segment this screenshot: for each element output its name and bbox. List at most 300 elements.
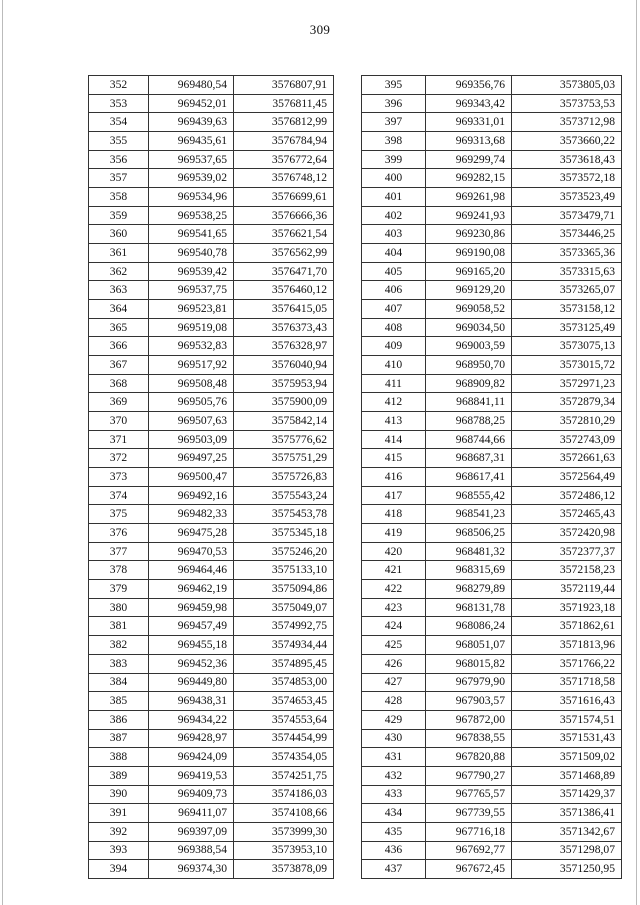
table-row	[362, 580, 622, 599]
point-number-cell: 417	[362, 486, 426, 505]
table-row	[362, 300, 622, 319]
point-number-cell: 374	[89, 486, 149, 505]
table-row	[362, 225, 622, 244]
y-coordinate-cell: 3575842,14	[234, 412, 334, 431]
table-row	[362, 505, 622, 524]
y-coordinate-cell: 3574553,64	[234, 710, 334, 729]
x-coordinate-cell: 969538,25	[149, 206, 234, 225]
point-number-cell: 369	[89, 393, 149, 412]
y-coordinate-cell: 3575543,24	[234, 486, 334, 505]
point-number-cell: 427	[362, 673, 426, 692]
x-coordinate-cell: 968950,70	[426, 356, 512, 375]
x-coordinate-cell: 969313,68	[426, 132, 512, 151]
point-number-cell: 434	[362, 804, 426, 823]
table-row	[89, 654, 334, 673]
y-coordinate-cell: 3571718,58	[512, 673, 622, 692]
y-coordinate-cell: 3571429,37	[512, 785, 622, 804]
table-row	[362, 188, 622, 207]
y-coordinate-cell: 3574454,99	[234, 729, 334, 748]
point-number-cell: 352	[89, 76, 149, 95]
x-coordinate-cell: 969475,28	[149, 524, 234, 543]
point-number-cell: 388	[89, 748, 149, 767]
point-number-cell: 366	[89, 337, 149, 356]
table-row	[362, 356, 622, 375]
table-row	[362, 841, 622, 860]
table-row	[362, 710, 622, 729]
point-number-cell: 381	[89, 617, 149, 636]
x-coordinate-cell: 968788,25	[426, 412, 512, 431]
x-coordinate-cell: 969003,59	[426, 337, 512, 356]
point-number-cell: 393	[89, 841, 149, 860]
table-row	[89, 76, 334, 95]
point-number-cell: 365	[89, 318, 149, 337]
table-row	[89, 673, 334, 692]
table-row	[362, 262, 622, 281]
table-row	[89, 561, 334, 580]
y-coordinate-cell: 3572158,23	[512, 561, 622, 580]
y-coordinate-cell: 3575094,86	[234, 580, 334, 599]
x-coordinate-cell: 969540,78	[149, 244, 234, 263]
table-row	[362, 132, 622, 151]
point-number-cell: 364	[89, 300, 149, 319]
y-coordinate-cell: 3575345,18	[234, 524, 334, 543]
x-coordinate-cell: 969129,20	[426, 281, 512, 300]
point-number-cell: 375	[89, 505, 149, 524]
table-row	[89, 617, 334, 636]
point-number-cell: 406	[362, 281, 426, 300]
table-row	[89, 225, 334, 244]
table-row	[362, 430, 622, 449]
y-coordinate-cell: 3572564,49	[512, 468, 622, 487]
x-coordinate-cell: 969424,09	[149, 748, 234, 767]
y-coordinate-cell: 3574934,44	[234, 636, 334, 655]
y-coordinate-cell: 3576812,99	[234, 113, 334, 132]
x-coordinate-cell: 969190,08	[426, 244, 512, 263]
x-coordinate-cell: 967765,57	[426, 785, 512, 804]
y-coordinate-cell: 3571298,07	[512, 841, 622, 860]
point-number-cell: 361	[89, 244, 149, 263]
y-coordinate-cell: 3573712,98	[512, 113, 622, 132]
x-coordinate-cell: 969343,42	[426, 94, 512, 113]
x-coordinate-cell: 968617,41	[426, 468, 512, 487]
point-number-cell: 394	[89, 860, 149, 879]
x-coordinate-cell: 968481,32	[426, 542, 512, 561]
y-coordinate-cell: 3574653,45	[234, 692, 334, 711]
point-number-cell: 395	[362, 76, 426, 95]
point-number-cell: 382	[89, 636, 149, 655]
x-coordinate-cell: 969449,80	[149, 673, 234, 692]
table-row	[89, 300, 334, 319]
table-row	[362, 748, 622, 767]
point-number-cell: 399	[362, 150, 426, 169]
table-row	[362, 486, 622, 505]
y-coordinate-cell: 3573572,18	[512, 169, 622, 188]
x-coordinate-cell: 969397,09	[149, 822, 234, 841]
y-coordinate-cell: 3571574,51	[512, 710, 622, 729]
point-number-cell: 404	[362, 244, 426, 263]
point-number-cell: 379	[89, 580, 149, 599]
x-coordinate-cell: 969503,09	[149, 430, 234, 449]
point-number-cell: 385	[89, 692, 149, 711]
y-coordinate-cell: 3576562,99	[234, 244, 334, 263]
y-coordinate-cell: 3574186,03	[234, 785, 334, 804]
y-coordinate-cell: 3573075,13	[512, 337, 622, 356]
point-number-cell: 373	[89, 468, 149, 487]
x-coordinate-cell: 969299,74	[426, 150, 512, 169]
y-coordinate-cell: 3575049,07	[234, 598, 334, 617]
point-number-cell: 436	[362, 841, 426, 860]
table-row	[89, 804, 334, 823]
point-number-cell: 354	[89, 113, 149, 132]
y-coordinate-cell: 3571509,02	[512, 748, 622, 767]
point-number-cell: 412	[362, 393, 426, 412]
y-coordinate-cell: 3576699,61	[234, 188, 334, 207]
table-row	[362, 673, 622, 692]
y-coordinate-cell: 3574992,75	[234, 617, 334, 636]
table-row	[89, 206, 334, 225]
coordinates-table-right	[361, 75, 622, 879]
table-row	[362, 561, 622, 580]
x-coordinate-cell: 969480,54	[149, 76, 234, 95]
table-row	[362, 654, 622, 673]
y-coordinate-cell: 3574108,66	[234, 804, 334, 823]
y-coordinate-cell: 3571862,61	[512, 617, 622, 636]
y-coordinate-cell: 3576415,05	[234, 300, 334, 319]
table-row	[362, 729, 622, 748]
point-number-cell: 371	[89, 430, 149, 449]
point-number-cell: 372	[89, 449, 149, 468]
table-row	[89, 356, 334, 375]
y-coordinate-cell: 3572465,43	[512, 505, 622, 524]
point-number-cell: 416	[362, 468, 426, 487]
x-coordinate-cell: 968909,82	[426, 374, 512, 393]
table-row	[89, 393, 334, 412]
point-number-cell: 411	[362, 374, 426, 393]
y-coordinate-cell: 3574853,00	[234, 673, 334, 692]
point-number-cell: 402	[362, 206, 426, 225]
point-number-cell: 384	[89, 673, 149, 692]
y-coordinate-cell: 3576040,94	[234, 356, 334, 375]
y-coordinate-cell: 3576772,64	[234, 150, 334, 169]
table-row	[362, 169, 622, 188]
table-row	[362, 113, 622, 132]
point-number-cell: 383	[89, 654, 149, 673]
x-coordinate-cell: 969507,63	[149, 412, 234, 431]
table-row	[89, 188, 334, 207]
x-coordinate-cell: 969492,16	[149, 486, 234, 505]
point-number-cell: 420	[362, 542, 426, 561]
point-number-cell: 396	[362, 94, 426, 113]
table-row	[89, 729, 334, 748]
y-coordinate-cell: 3573315,63	[512, 262, 622, 281]
table-row	[89, 244, 334, 263]
table-row	[362, 94, 622, 113]
point-number-cell: 391	[89, 804, 149, 823]
page-number: 309	[309, 22, 331, 37]
point-number-cell: 407	[362, 300, 426, 319]
x-coordinate-cell: 967903,57	[426, 692, 512, 711]
x-coordinate-cell: 967838,55	[426, 729, 512, 748]
point-number-cell: 389	[89, 766, 149, 785]
y-coordinate-cell: 3572971,23	[512, 374, 622, 393]
table-row	[89, 412, 334, 431]
x-coordinate-cell: 969541,65	[149, 225, 234, 244]
table-row	[362, 393, 622, 412]
y-coordinate-cell: 3576784,94	[234, 132, 334, 151]
table-row	[89, 337, 334, 356]
point-number-cell: 425	[362, 636, 426, 655]
x-coordinate-cell: 968541,23	[426, 505, 512, 524]
point-number-cell: 437	[362, 860, 426, 879]
y-coordinate-cell: 3573158,12	[512, 300, 622, 319]
y-coordinate-cell: 3573618,43	[512, 150, 622, 169]
table-row	[89, 860, 334, 879]
x-coordinate-cell: 968015,82	[426, 654, 512, 673]
point-number-cell: 400	[362, 169, 426, 188]
x-coordinate-cell: 969482,33	[149, 505, 234, 524]
point-number-cell: 377	[89, 542, 149, 561]
x-coordinate-cell: 969434,22	[149, 710, 234, 729]
y-coordinate-cell: 3572879,34	[512, 393, 622, 412]
table-row	[362, 598, 622, 617]
right-scan-edge	[636, 0, 637, 905]
table-row	[89, 150, 334, 169]
y-coordinate-cell: 3572377,37	[512, 542, 622, 561]
x-coordinate-cell: 969537,65	[149, 150, 234, 169]
point-number-cell: 419	[362, 524, 426, 543]
table-row	[89, 169, 334, 188]
y-coordinate-cell: 3575726,83	[234, 468, 334, 487]
y-coordinate-cell: 3573999,30	[234, 822, 334, 841]
table-row	[89, 505, 334, 524]
point-number-cell: 429	[362, 710, 426, 729]
table-row	[89, 430, 334, 449]
x-coordinate-cell: 969282,15	[426, 169, 512, 188]
x-coordinate-cell: 969428,97	[149, 729, 234, 748]
x-coordinate-cell: 967790,27	[426, 766, 512, 785]
point-number-cell: 428	[362, 692, 426, 711]
table-row	[89, 766, 334, 785]
x-coordinate-cell: 969034,50	[426, 318, 512, 337]
table-row	[89, 822, 334, 841]
x-coordinate-cell: 968506,25	[426, 524, 512, 543]
x-coordinate-cell: 969230,86	[426, 225, 512, 244]
point-number-cell: 386	[89, 710, 149, 729]
point-number-cell: 415	[362, 449, 426, 468]
y-coordinate-cell: 3571250,95	[512, 860, 622, 879]
x-coordinate-cell: 969470,53	[149, 542, 234, 561]
table-row	[89, 748, 334, 767]
x-coordinate-cell: 969419,53	[149, 766, 234, 785]
x-coordinate-cell: 969435,61	[149, 132, 234, 151]
x-coordinate-cell: 968051,07	[426, 636, 512, 655]
point-number-cell: 370	[89, 412, 149, 431]
table-row	[362, 281, 622, 300]
point-number-cell: 405	[362, 262, 426, 281]
left-scan-edge	[2, 0, 3, 905]
y-coordinate-cell: 3576807,91	[234, 76, 334, 95]
point-number-cell: 357	[89, 169, 149, 188]
point-number-cell: 424	[362, 617, 426, 636]
y-coordinate-cell: 3572420,98	[512, 524, 622, 543]
point-number-cell: 359	[89, 206, 149, 225]
point-number-cell: 432	[362, 766, 426, 785]
point-number-cell: 423	[362, 598, 426, 617]
point-number-cell: 363	[89, 281, 149, 300]
table-row	[89, 841, 334, 860]
y-coordinate-cell: 3574895,45	[234, 654, 334, 673]
point-number-cell: 426	[362, 654, 426, 673]
table-row	[89, 132, 334, 151]
y-coordinate-cell: 3576811,45	[234, 94, 334, 113]
y-coordinate-cell: 3576666,36	[234, 206, 334, 225]
x-coordinate-cell: 969519,08	[149, 318, 234, 337]
y-coordinate-cell: 3573015,72	[512, 356, 622, 375]
y-coordinate-cell: 3571616,43	[512, 692, 622, 711]
point-number-cell: 380	[89, 598, 149, 617]
y-coordinate-cell: 3572119,44	[512, 580, 622, 599]
x-coordinate-cell: 969500,47	[149, 468, 234, 487]
y-coordinate-cell: 3576460,12	[234, 281, 334, 300]
x-coordinate-cell: 969537,75	[149, 281, 234, 300]
x-coordinate-cell: 968315,69	[426, 561, 512, 580]
y-coordinate-cell: 3574354,05	[234, 748, 334, 767]
table-row	[89, 710, 334, 729]
x-coordinate-cell: 969508,48	[149, 374, 234, 393]
table-row	[362, 766, 622, 785]
point-number-cell: 398	[362, 132, 426, 151]
y-coordinate-cell: 3573125,49	[512, 318, 622, 337]
y-coordinate-cell: 3573365,36	[512, 244, 622, 263]
y-coordinate-cell: 3575900,09	[234, 393, 334, 412]
x-coordinate-cell: 968131,78	[426, 598, 512, 617]
table-row	[362, 318, 622, 337]
y-coordinate-cell: 3573953,10	[234, 841, 334, 860]
table-row	[362, 206, 622, 225]
table-row	[362, 785, 622, 804]
y-coordinate-cell: 3571531,43	[512, 729, 622, 748]
point-number-cell: 433	[362, 785, 426, 804]
table-row	[362, 822, 622, 841]
point-number-cell: 397	[362, 113, 426, 132]
y-coordinate-cell: 3574251,75	[234, 766, 334, 785]
table-row	[89, 636, 334, 655]
y-coordinate-cell: 3575246,20	[234, 542, 334, 561]
table-row	[89, 486, 334, 505]
table-row	[89, 449, 334, 468]
table-row	[89, 542, 334, 561]
x-coordinate-cell: 967872,00	[426, 710, 512, 729]
y-coordinate-cell: 3576621,54	[234, 225, 334, 244]
table-row	[362, 542, 622, 561]
x-coordinate-cell: 969165,20	[426, 262, 512, 281]
x-coordinate-cell: 968687,31	[426, 449, 512, 468]
table-row	[89, 262, 334, 281]
x-coordinate-cell: 969411,07	[149, 804, 234, 823]
y-coordinate-cell: 3575751,29	[234, 449, 334, 468]
x-coordinate-cell: 967692,77	[426, 841, 512, 860]
y-coordinate-cell: 3571468,89	[512, 766, 622, 785]
point-number-cell: 356	[89, 150, 149, 169]
table-row	[362, 524, 622, 543]
table-row	[362, 76, 622, 95]
table-row	[362, 636, 622, 655]
y-coordinate-cell: 3575453,78	[234, 505, 334, 524]
table-row	[89, 692, 334, 711]
point-number-cell: 430	[362, 729, 426, 748]
y-coordinate-cell: 3572743,09	[512, 430, 622, 449]
table-row	[362, 150, 622, 169]
y-coordinate-cell: 3576373,43	[234, 318, 334, 337]
table-row	[89, 468, 334, 487]
table-row	[362, 337, 622, 356]
y-coordinate-cell: 3573878,09	[234, 860, 334, 879]
table-row	[362, 468, 622, 487]
x-coordinate-cell: 969452,01	[149, 94, 234, 113]
x-coordinate-cell: 968086,24	[426, 617, 512, 636]
table-row	[89, 94, 334, 113]
point-number-cell: 422	[362, 580, 426, 599]
y-coordinate-cell: 3576748,12	[234, 169, 334, 188]
y-coordinate-cell: 3571386,41	[512, 804, 622, 823]
point-number-cell: 390	[89, 785, 149, 804]
x-coordinate-cell: 969459,98	[149, 598, 234, 617]
point-number-cell: 376	[89, 524, 149, 543]
x-coordinate-cell: 969439,63	[149, 113, 234, 132]
table-row	[362, 412, 622, 431]
x-coordinate-cell: 968279,89	[426, 580, 512, 599]
x-coordinate-cell: 969058,52	[426, 300, 512, 319]
x-coordinate-cell: 967979,90	[426, 673, 512, 692]
x-coordinate-cell: 969534,96	[149, 188, 234, 207]
y-coordinate-cell: 3575953,94	[234, 374, 334, 393]
x-coordinate-cell: 969455,18	[149, 636, 234, 655]
x-coordinate-cell: 969523,81	[149, 300, 234, 319]
y-coordinate-cell: 3572810,29	[512, 412, 622, 431]
table-row	[362, 449, 622, 468]
y-coordinate-cell: 3573753,53	[512, 94, 622, 113]
table-row	[89, 318, 334, 337]
x-coordinate-cell: 968744,66	[426, 430, 512, 449]
table-row	[362, 617, 622, 636]
table-row	[89, 580, 334, 599]
point-number-cell: 410	[362, 356, 426, 375]
point-number-cell: 367	[89, 356, 149, 375]
x-coordinate-cell: 969409,73	[149, 785, 234, 804]
y-coordinate-cell: 3571923,18	[512, 598, 622, 617]
table-row	[89, 374, 334, 393]
y-coordinate-cell: 3572661,63	[512, 449, 622, 468]
point-number-cell: 378	[89, 561, 149, 580]
table-row	[362, 860, 622, 879]
x-coordinate-cell: 968841,11	[426, 393, 512, 412]
x-coordinate-cell: 969374,30	[149, 860, 234, 879]
x-coordinate-cell: 969517,92	[149, 356, 234, 375]
point-number-cell: 353	[89, 94, 149, 113]
x-coordinate-cell: 969452,36	[149, 654, 234, 673]
point-number-cell: 414	[362, 430, 426, 449]
x-coordinate-cell: 969261,98	[426, 188, 512, 207]
point-number-cell: 413	[362, 412, 426, 431]
point-number-cell: 403	[362, 225, 426, 244]
table-row	[362, 692, 622, 711]
point-number-cell: 387	[89, 729, 149, 748]
x-coordinate-cell: 967739,55	[426, 804, 512, 823]
y-coordinate-cell: 3576328,97	[234, 337, 334, 356]
x-coordinate-cell: 969497,25	[149, 449, 234, 468]
x-coordinate-cell: 969532,83	[149, 337, 234, 356]
point-number-cell: 401	[362, 188, 426, 207]
